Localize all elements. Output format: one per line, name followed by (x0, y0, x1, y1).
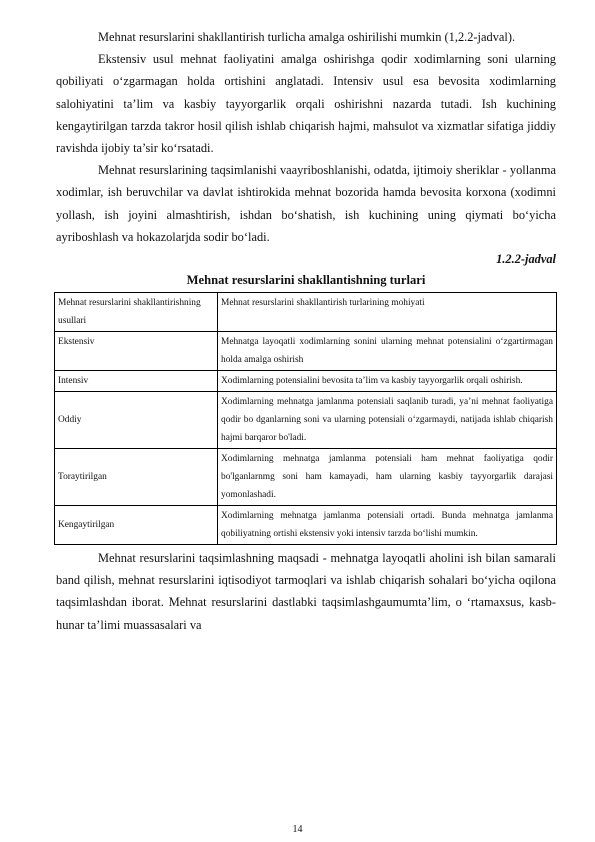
row-type: Kengaytirilgan (55, 506, 218, 545)
table-row (55, 371, 557, 392)
table-row (55, 506, 557, 545)
table-row (55, 392, 557, 449)
table-label: 1.2.2-jadval (496, 252, 556, 267)
table-title: Mehnat resurslarini shakllantishning turlari (186, 273, 426, 288)
table-row (55, 449, 557, 506)
row-description: Xodimlarning potensialini bevosita ta’lim va kasbiy tayyorgarlik orqali oshirish. (218, 371, 557, 392)
row-description: Xodimlarning mehnatga jamlanma potensiali ham mehnat faoliyatiga qodir bo'lganlarnmg soni ham kamayadi, ham ularning kasbiy tayyorgarlik darajasi yomonlashadi. (218, 449, 557, 506)
row-type: Ekstensiv (55, 332, 218, 371)
table-header-row (55, 293, 557, 332)
paragraph-extensive-intensive: Ekstensiv usul mehnat faoliyatini amalga oshirishga qodir xodimlarning soni ularning qobiliyati o‘zgarmagan holda ortishini anglatadi. Intensiv usul esa bevosita xodimlarning salohiyatini ta’lim va kasbiy tayyorgarlik orqali oshirishni nazarda tutadi. Ish kuchining kengaytirilgan tarzda takror hosil qilish ishlab chiqarish hajmi, mahsulot va xizmatlar sifatiga jiddiy ravishda ijobiy ta’sir ko‘rsatadi. (56, 52, 556, 156)
forms-table (54, 292, 557, 545)
document-page (56, 26, 556, 636)
paragraph-bottom: Mehnat resurslarini taqsimlashning maqsadi - mehnatga layoqatli aholini ish bilan samarali band qilish, mehnat resurslarini iqtisodiyot tarmoqlari va ishlab chiqarish sohalari bo‘yicha oqilona taqsimlashdan iborat. Mehnat resurslarini dastlabki taqsimlashgaumumta’lim, o ‘rtamaxsus, kasb-hunar ta’limi muassasalari va (56, 551, 556, 632)
paragraph-distribution: Mehnat resurslarining taqsimlanishi vaayriboshlanishi, odatda, ijtimoiy sheriklar - yollanma xodimlar, ish beruvchilar va davlat ishtirokida mehnat bozorida hamda bevosita korxona (xodimni yollash, ish joyini almashtirish, ishdan bo‘shatish, ish kuchining uning qiymati bo‘yicha ayriboshlash va hokazolarjda sodir bo‘ladi. (56, 163, 556, 244)
row-type: Intensiv (55, 371, 218, 392)
header-essence: Mehnat resurslarini shakllantirish turlarining mohiyati (218, 293, 557, 332)
row-description: Xodimlarning mehnatga jamlanma potensiali ortadi. Bunda mehnatga jamlanma qobiliyatning ortishi ekstensiv yoki intensiv tarzda bo‘lishi mumkin. (218, 506, 557, 545)
row-description: Xodimlarning mehnatga jamlanma potensiali saqlanib turadi, ya’ni mehnat faoliyatiga qodir bo dganlarning soni va ularning potensiali o‘zgarmaydi, natijada ishlab chiqarish hajmi barqaror bo'ladi. (218, 392, 557, 449)
row-type: Oddiy (55, 392, 218, 449)
header-methods: Mehnat resurslarini shakllantirishning usullari (55, 293, 218, 332)
row-type: Toraytirilgan (55, 449, 218, 506)
paragraph-intro: Mehnat resurslarini shakllantirish turlicha amalga oshirilishi mumkin (1,2.2-jadval). (98, 30, 516, 44)
page-number: 14 (292, 824, 303, 835)
row-description: Mehnatga layoqatli xodimlarning sonini ularning mehnat potensialini o‘zgartirmagan holda amalga oshirish (218, 332, 557, 371)
table-row (55, 332, 557, 371)
